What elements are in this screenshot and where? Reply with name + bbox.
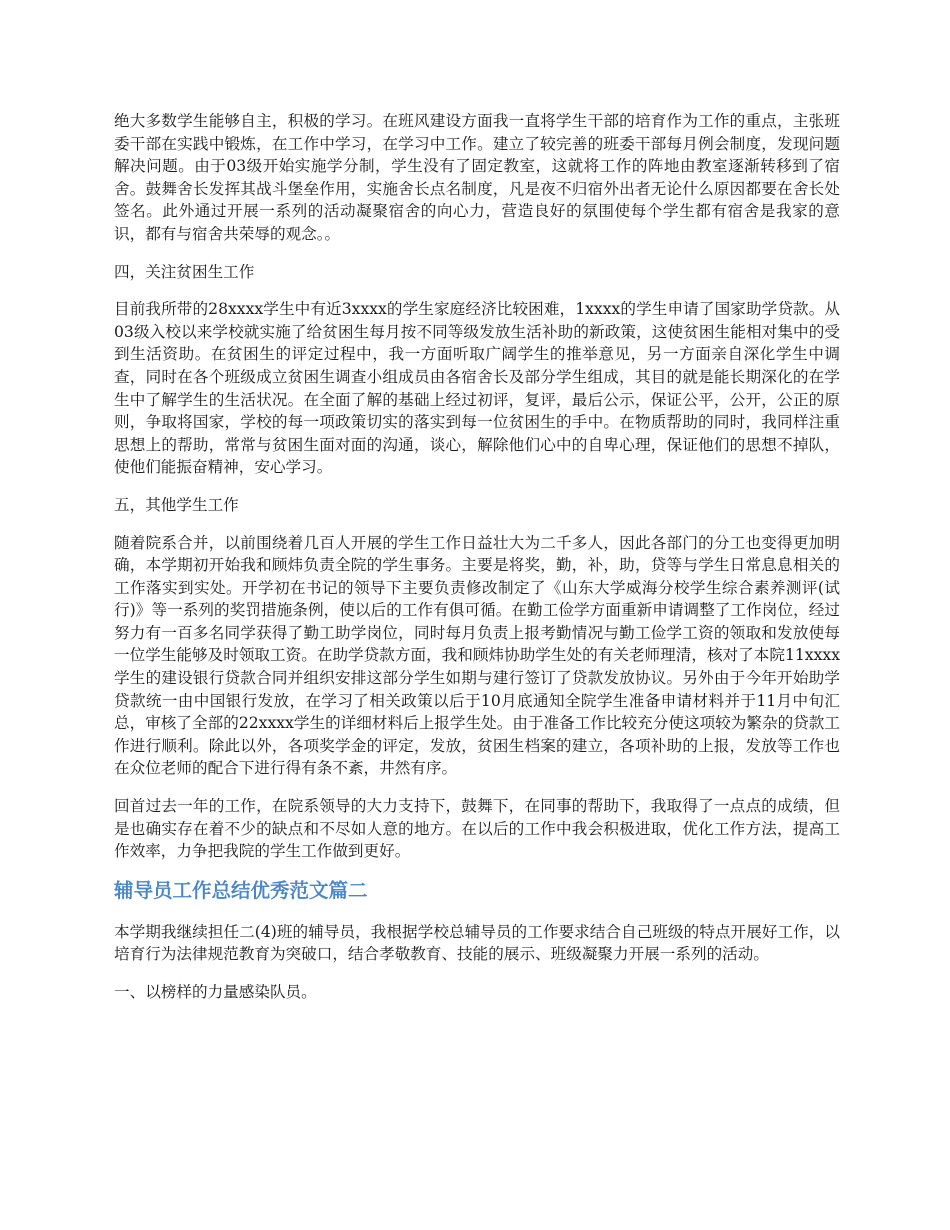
paragraph-review: 回首过去一年的工作，在院系领导的大力支持下，鼓舞下，在同事的帮助下，我取得了一点点的成绩，但是也确实存在着不少的缺点和不尽如人意的地方。在以后的工作中我会积极进取，优化工作方法，提高工作效率，力争把我院的学生工作做到更好。	[114, 797, 840, 861]
paragraph-poor-students: 目前我所带的28xxxx学生中有近3xxxx的学生家庭经济比较困难，1xxxx的学生申请了国家助学贷款。从03级入校以来学校就实施了给贫困生每月按不同等级发放生活补助的新政策，这使贫困生能相对集中的受到生活资助。在贫困生的评定过程中，我一方面听取广阔学生的推举意见，另一方面亲自深化学生中调查，同时在各个班级成立贫困生调查小组成员由各宿舍长及部分学生组成，其目的就是能长期深化的在学生中了解学生的生活状况。在全面了解的基础上经过初评，复评，最后公示，保证公平，公开，公正的原则，争取将国家，学校的每一项政策切实的落实到每一位贫困生的手中。在物质帮助的同时，我同样注重思想上的帮助，常常与贫困生面对面的沟通，谈心，解除他们心中的自卑心理，保证他们的思想不掉队，使他们能振奋精神，安心学习。	[114, 300, 840, 477]
heading-role-models: 一、以榜样的力量感染队员。	[114, 983, 317, 1001]
paragraph-other-work: 随着院系合并，以前围绕着几百人开展的学生工作日益壮大为二千多人，因此各部门的分工也变得更加明确，本学期初开始我和顾炜负责全院的学生事务。主要是将奖，勤，补，助，贷等与学生日常息息相关的工作落实到实处。开学初在书记的领导下主要负责修改制定了《山东大学威海分校学生综合素养测评(试行)》等一系列的奖罚措施条例，使以后的工作有俱可循。在勤工俭学方面重新申请调整了工作岗位，经过努力有一百多名同学获得了勤工助学岗位，同时每月负责上报考勤情况与勤工俭学工资的领取和发放使每一位学生能够及时领取工资。在助学贷款方面，我和顾炜协助学生处的有关老师理清，核对了本院11xxxx学生的建设银行贷款合同并组织安排这部分学生如期与建行签订了贷款发放协议。另外由于今年开始助学贷款统一由中国银行发放，在学习了相关政策以后于10月底通知全院学生准备申请材料并于11月中旬汇总，审核了全部的22xxxx学生的详细材料后上报学生处。由于准备工作比较充分使这项较为繁杂的贷款工作进行顺利。除此以外，各项奖学金的评定，发放，贫困生档案的建立，各项补助的上报，发放等工作也在众位老师的配合下进行得有条不紊，井然有序。	[114, 533, 840, 778]
paragraph-intro-part-two: 本学期我继续担任二(4)班的辅导员，我根据学校总辅导员的工作要求结合自己班级的特点开展好工作，以培育行为法律规范教育为突破口，结合孝敬教育、技能的展示、班级凝聚力开展一系列的活动。	[114, 922, 840, 964]
section-title: 辅导员工作总结优秀范文篇二	[114, 878, 368, 902]
paragraph-class-style: 绝大多数学生能够自主，积极的学习。在班风建设方面我一直将学生干部的培育作为工作的重点，主张班委干部在实践中锻炼，在工作中学习，在学习中工作。建立了较完善的班委干部每月例会制度，发现问题解决问题。由于03级开始实施学分制，学生没有了固定教室，这就将工作的阵地由教室逐渐转移到了宿舍。鼓舞舍长发挥其战斗堡垒作用，实施舍长点名制度，凡是夜不归宿外出者无论什么原因都要在舍长处签名。此外通过开展一系列的活动凝聚宿舍的向心力，营造良好的氛围使每个学生都有宿舍是我家的意识，都有与宿舍共荣辱的观念。。	[114, 112, 840, 243]
document-body	[114, 110, 840, 1019]
heading-poor-students: 四，关注贫困生工作	[114, 262, 255, 281]
heading-other-work: 五，其他学生工作	[114, 495, 239, 514]
